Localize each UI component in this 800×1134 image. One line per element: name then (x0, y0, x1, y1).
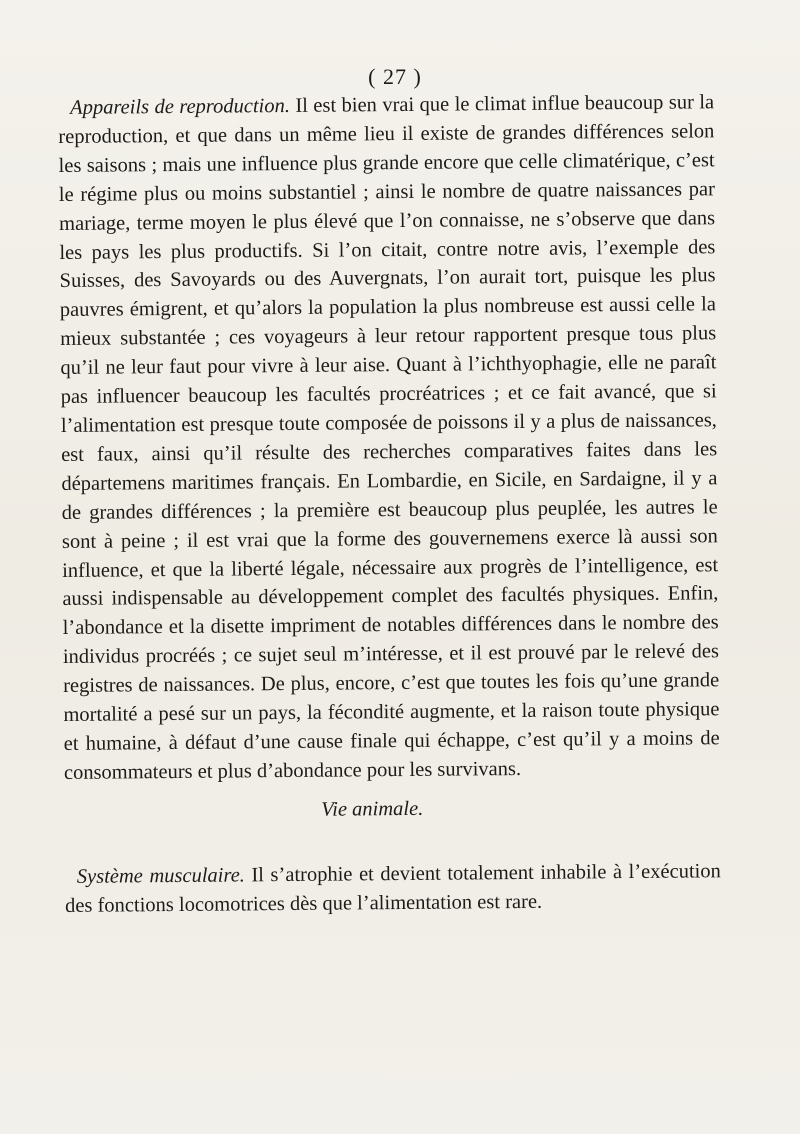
body-text (58, 88, 721, 920)
section-heading: Vie animale. (321, 797, 424, 821)
paragraph-heading-reproduction: Appareils de reproduction. (70, 94, 291, 119)
page-number: ( 27 ) (368, 64, 422, 89)
paragraph-text-reproduction: Il est bien vrai que le climat influe beaucoup sur la reproduction, et que dans un même lieu il existe de grandes différences selon les saisons ; mais une influence plus grande encore que celle climatérique, c’est le régime plus ou moins substantiel ; ainsi le nombre de quatre naissances par mariage, terme moyen le plus élevé que l’on connaisse, ne s’observe que dans les pays les plus productifs. Si l’on citait, contre notre avis, l’exemple des Suisses, des Savoyards ou des Auvergnats, l’on aurait tort, puisque les plus pauvres émigrent, et qu’alors la population la plus nombreuse est aussi celle la mieux substantée ; ces voyageurs à leur retour rapportent presque tous plus qu’il ne leur faut pour vivre à leur aise. Quant à l’ichthyophagie, elle ne paraît pas influencer beaucoup les facultés procréatrices ; et ce fait avancé, que si l’alimentation est presque toute composée de poissons il y a plus de naissances, est faux, ainsi qu’il résulte des recherches comparatives faites dans les départemens maritimes français. En Lombardie, en Sicile, en Sardaigne, il y a de grandes différences ; la première est beaucoup plus peuplée, les autres le sont à peine ; il est vrai que la forme des gouvernemens exerce là aussi son influence, et que la liberté légale, nécessaire aux progrès de l’intelligence, est aussi indispensable au développement complet des facultés physiques. Enfin, l’abondance et la disette impriment de notables différences dans le nombre des individus procréés ; ce sujet seul m’intéresse, et il est prouvé par le relevé des registres de naissances. De plus, encore, c’est que toutes les fois qu’une grande mortalité a pesé sur un pays, la fécondité augmente, et la raison toute physique et humaine, à défaut d’une cause finale qui échappe, c’est qu’il y a moins de consommateurs et plus d’abondance pour les survivans. (58, 91, 720, 784)
paragraph-muscular (65, 857, 721, 921)
paragraph-reproduction (58, 88, 720, 787)
paragraph-text-muscular: Il s’atrophie et devient totalement inhabile à l’exécution des fonctions locomotrices dès que l’alimentation est rare. (64, 859, 721, 917)
paragraph-heading-muscular: Système musculaire. (76, 864, 245, 888)
